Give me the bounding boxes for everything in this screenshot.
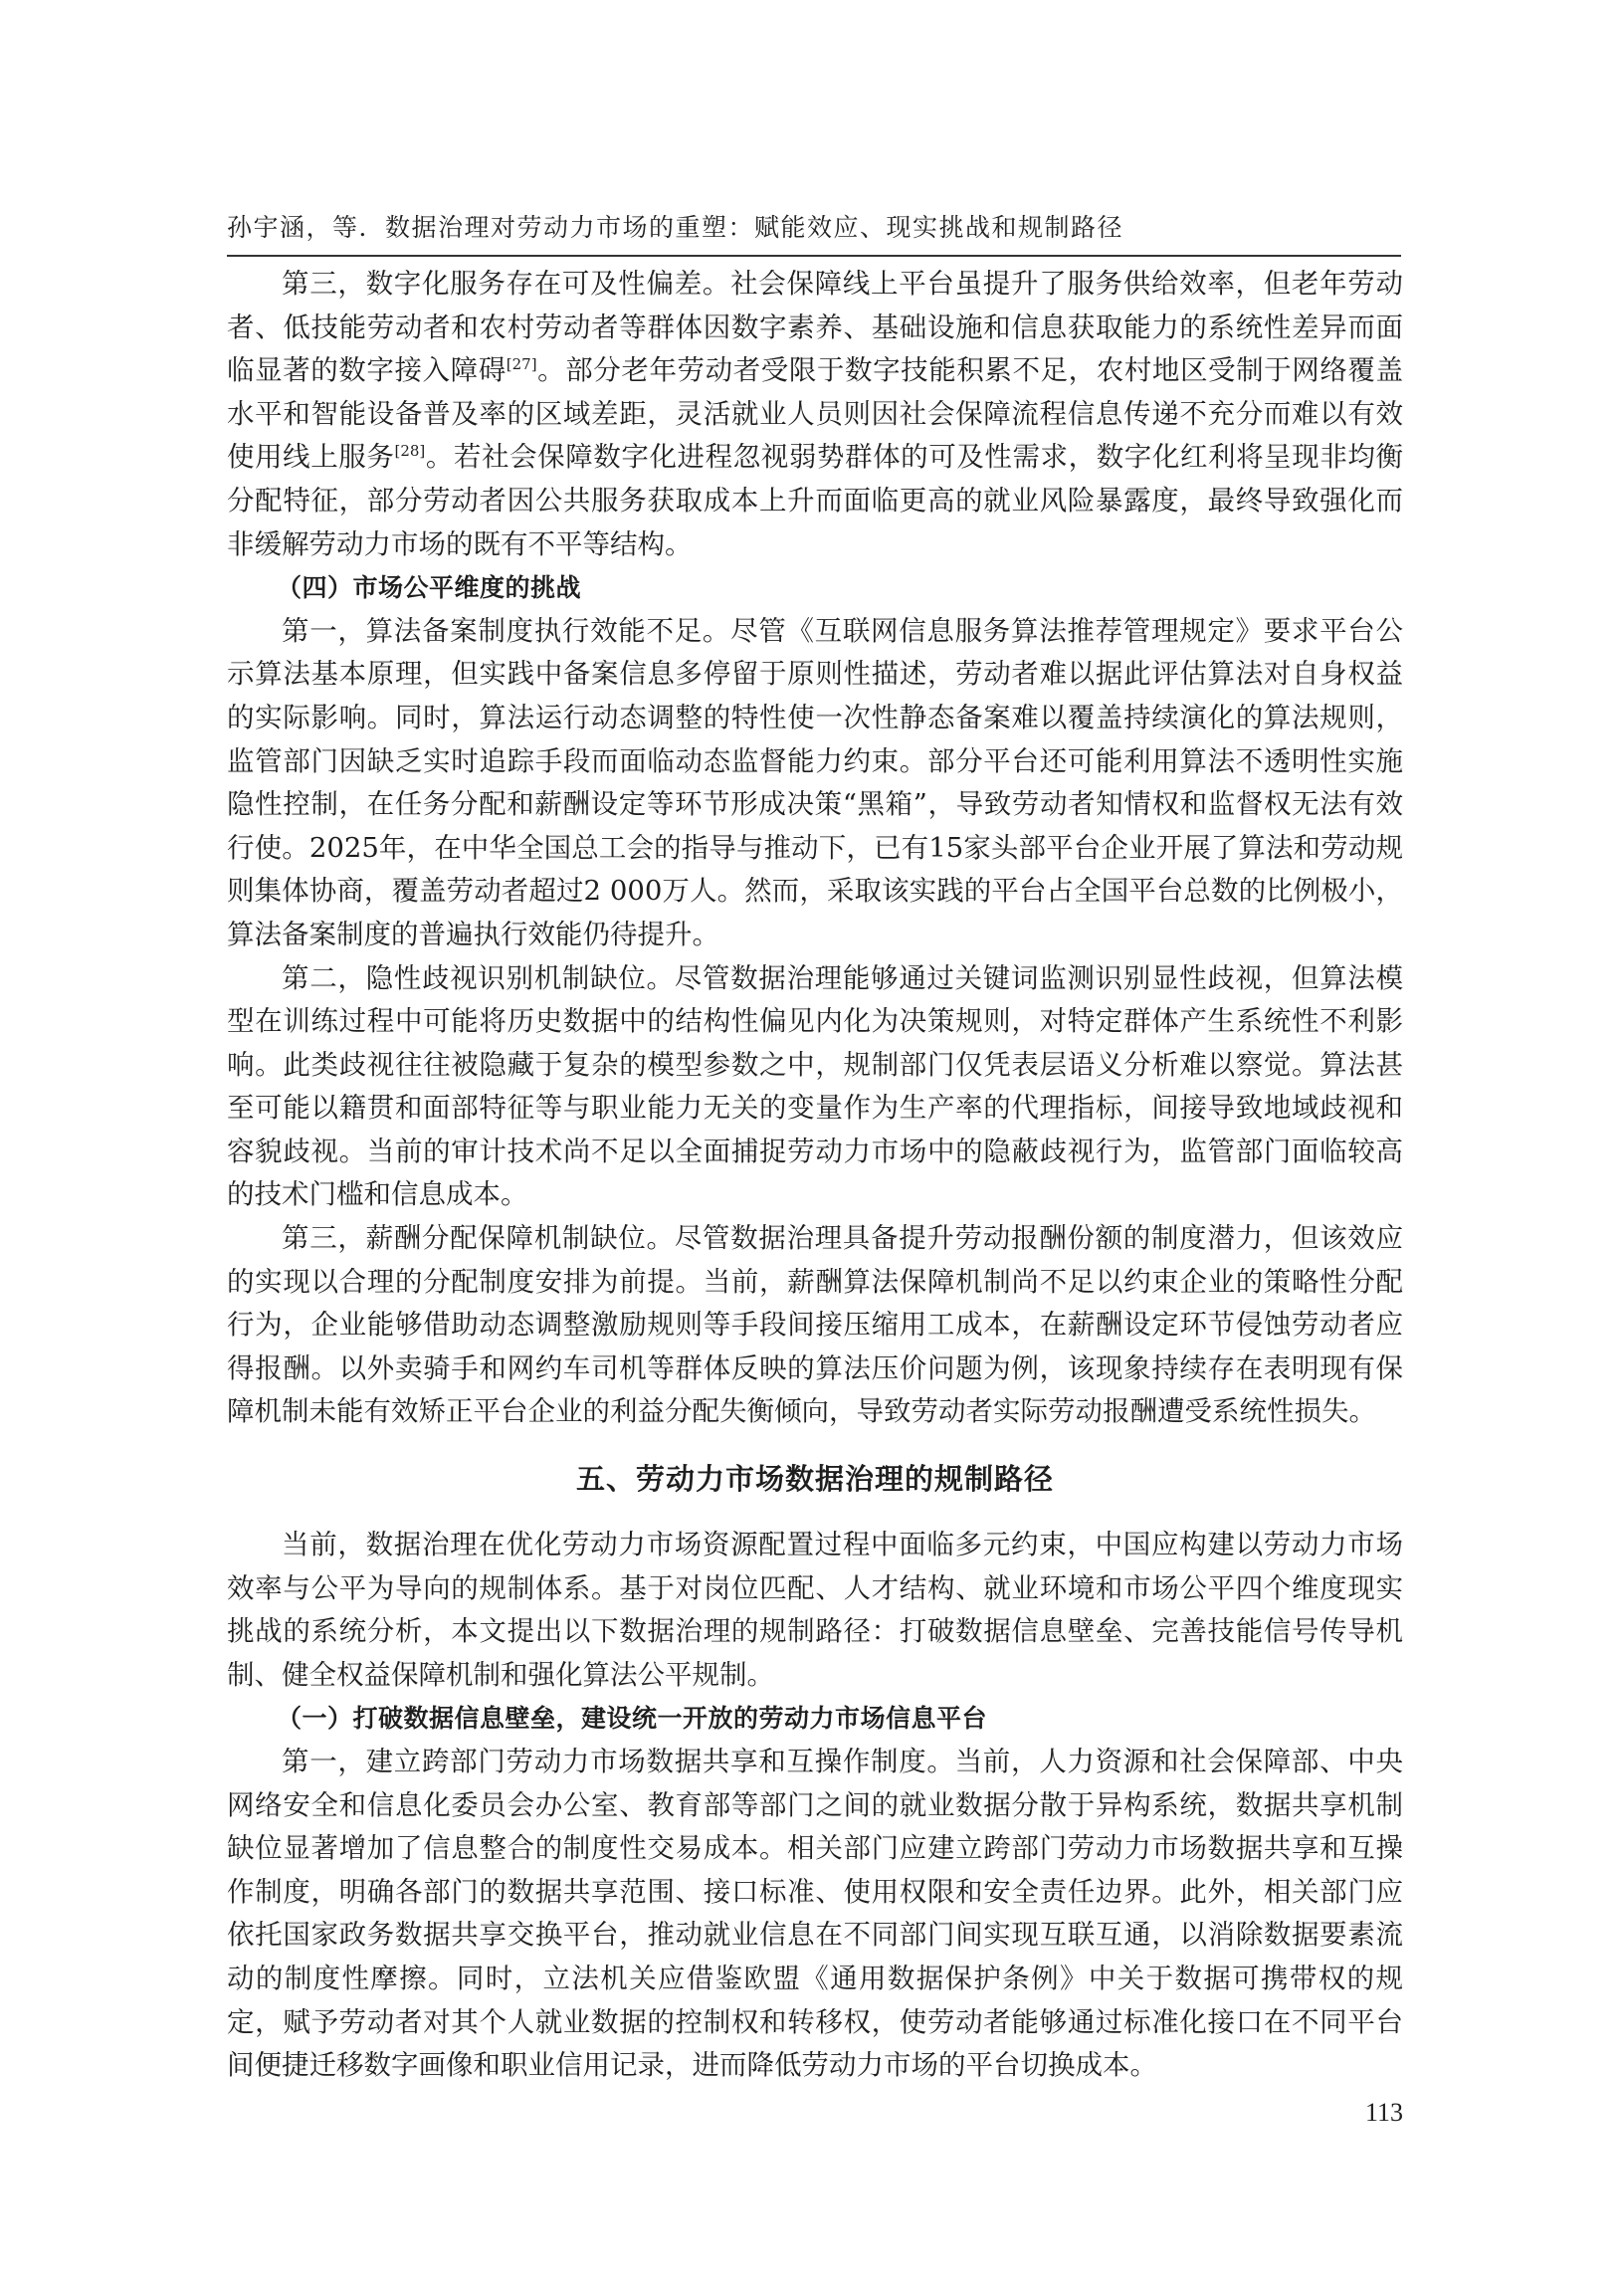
subheading-break-data-barriers: （一）打破数据信息壁垒，建设统一开放的劳动力市场信息平台 — [277, 1704, 988, 1734]
paragraph-algorithm-filing: 第一，算法备案制度执行效能不足。尽管《互联网信息服务算法推荐管理规定》要求平台公示算法基本原理，但实践中备案信息多停留于原则性描述，劳动者难以据此评估算法对自身权益的实际影响。同时，算法运行动态调整的特性使一次性静态备案难以覆盖持续演化的算法规则，监管部门因缺乏实时追踪手段而面临动态监督能力约束。部分平台还可能利用算法不透明性实施隐性控制，在任务分配和薪酬设定等环节形成决策“黑箱”，导致劳动者知情权和监督权无法有效行使。2025年，在中华全国总工会的指导与推动下，已有15家头部平台企业开展了算法和劳动规则集体协商，覆盖劳动者超过2 000万人。然而，采取该实践的平台占全国平台总数的比例极小，算法备案制度的普遍执行效能仍待提升。 — [227, 614, 1403, 950]
header-rule — [227, 255, 1401, 257]
subheading-market-fairness: （四）市场公平维度的挑战 — [277, 573, 582, 603]
citation-ref: [28] — [394, 442, 426, 461]
paragraph-pay-distribution: 第三，薪酬分配保障机制缺位。尽管数据治理具备提升劳动报酬份额的制度潜力，但该效应的实现以合理的分配制度安排为前提。当前，薪酬算法保障机制尚不足以约束企业的策略性分配行为，企业能够借助动态调整激励规则等手段间接压缩用工成本，在薪酬设定环节侵蚀劳动者应得报酬。以外卖骑手和网约车司机等群体反映的算法压价问题为例，该现象持续存在表明现有保障机制未能有效矫正平台企业的利益分配失衡倾向，导致劳动者实际劳动报酬遭受系统性损失。 — [227, 1222, 1403, 1428]
paragraph-digital-service-access — [227, 263, 1403, 566]
paragraph-text: 。部分老年劳动者受限于数字技能积累不足，农村地区受制于网络覆盖水平和智能设备普及率的区域差距，灵活就业人员则因社会保障流程信息传递不充分而难以有效使用线上服务 — [227, 354, 1403, 474]
running-head: 孙宇涵，等．数据治理对劳动力市场的重塑：赋能效应、现实挑战和规制路径 — [227, 213, 1124, 242]
section-title: 五、劳动力市场数据治理的规制路径 — [575, 1462, 1054, 1497]
article-body — [227, 263, 1403, 2088]
paragraph-hidden-discrimination: 第二，隐性歧视识别机制缺位。尽管数据治理能够通过关键词监测识别显性歧视，但算法模型在训练过程中可能将历史数据中的结构性偏见内化为决策规则，对特定群体产生系统性不利影响。此类歧视往往被隐藏于复杂的模型参数之中，规制部门仅凭表层语义分析难以察觉。算法甚至可能以籍贯和面部特征等与职业能力无关的变量作为生产率的代理指标，间接导致地域歧视和容貌歧视。当前的审计技术尚不足以全面捕捉劳动力市场中的隐蔽歧视行为，监管部门面临较高的技术门槛和信息成本。 — [227, 961, 1403, 1211]
citation-ref: [27] — [506, 355, 537, 374]
paragraph-text: 第三，数字化服务存在可及性偏差。社会保障线上平台虽提升了服务供给效率，但老年劳动者、低技能劳动者和农村劳动者等群体因数字素养、基础设施和信息获取能力的系统性差异而面临显著的数字接入障碍 — [227, 268, 1403, 387]
paragraph-regulation-overview: 当前，数据治理在优化劳动力市场资源配置过程中面临多元约束，中国应构建以劳动力市场效率与公平为导向的规制体系。基于对岗位匹配、人才结构、就业环境和市场公平四个维度现实挑战的系统分析，本文提出以下数据治理的规制路径：打破数据信息壁垒、完善技能信号传导机制、健全权益保障机制和强化算法公平规制。 — [227, 1529, 1403, 1691]
paragraph-data-sharing: 第一，建立跨部门劳动力市场数据共享和互操作制度。当前，人力资源和社会保障部、中央网络安全和信息化委员会办公室、教育部等部门之间的就业数据分散于异构系统，数据共享机制缺位显著增加了信息整合的制度性交易成本。相关部门应建立跨部门劳动力市场数据共享和互操作制度，明确各部门的数据共享范围、接口标准、使用权限和安全责任边界。此外，相关部门应依托国家政务数据共享交换平台，推动就业信息在不同部门间实现互联互通，以消除数据要素流动的制度性摩擦。同时，立法机关应借鉴欧盟《通用数据保护条例》中关于数据可携带权的规定，赋予劳动者对其个人就业数据的控制权和转移权，使劳动者能够通过标准化接口在不同平台间便捷迁移数字画像和职业信用记录，进而降低劳动力市场的平台切换成本。 — [227, 1746, 1403, 2082]
paragraph-text: 。若社会保障数字化进程忽视弱势群体的可及性需求，数字化红利将呈现非均衡分配特征，部分劳动者因公共服务获取成本上升而面临更高的就业风险暴露度，最终导致强化而非缓解劳动力市场的既有不平等结构。 — [227, 441, 1403, 560]
page-number: 113 — [1364, 2098, 1403, 2127]
